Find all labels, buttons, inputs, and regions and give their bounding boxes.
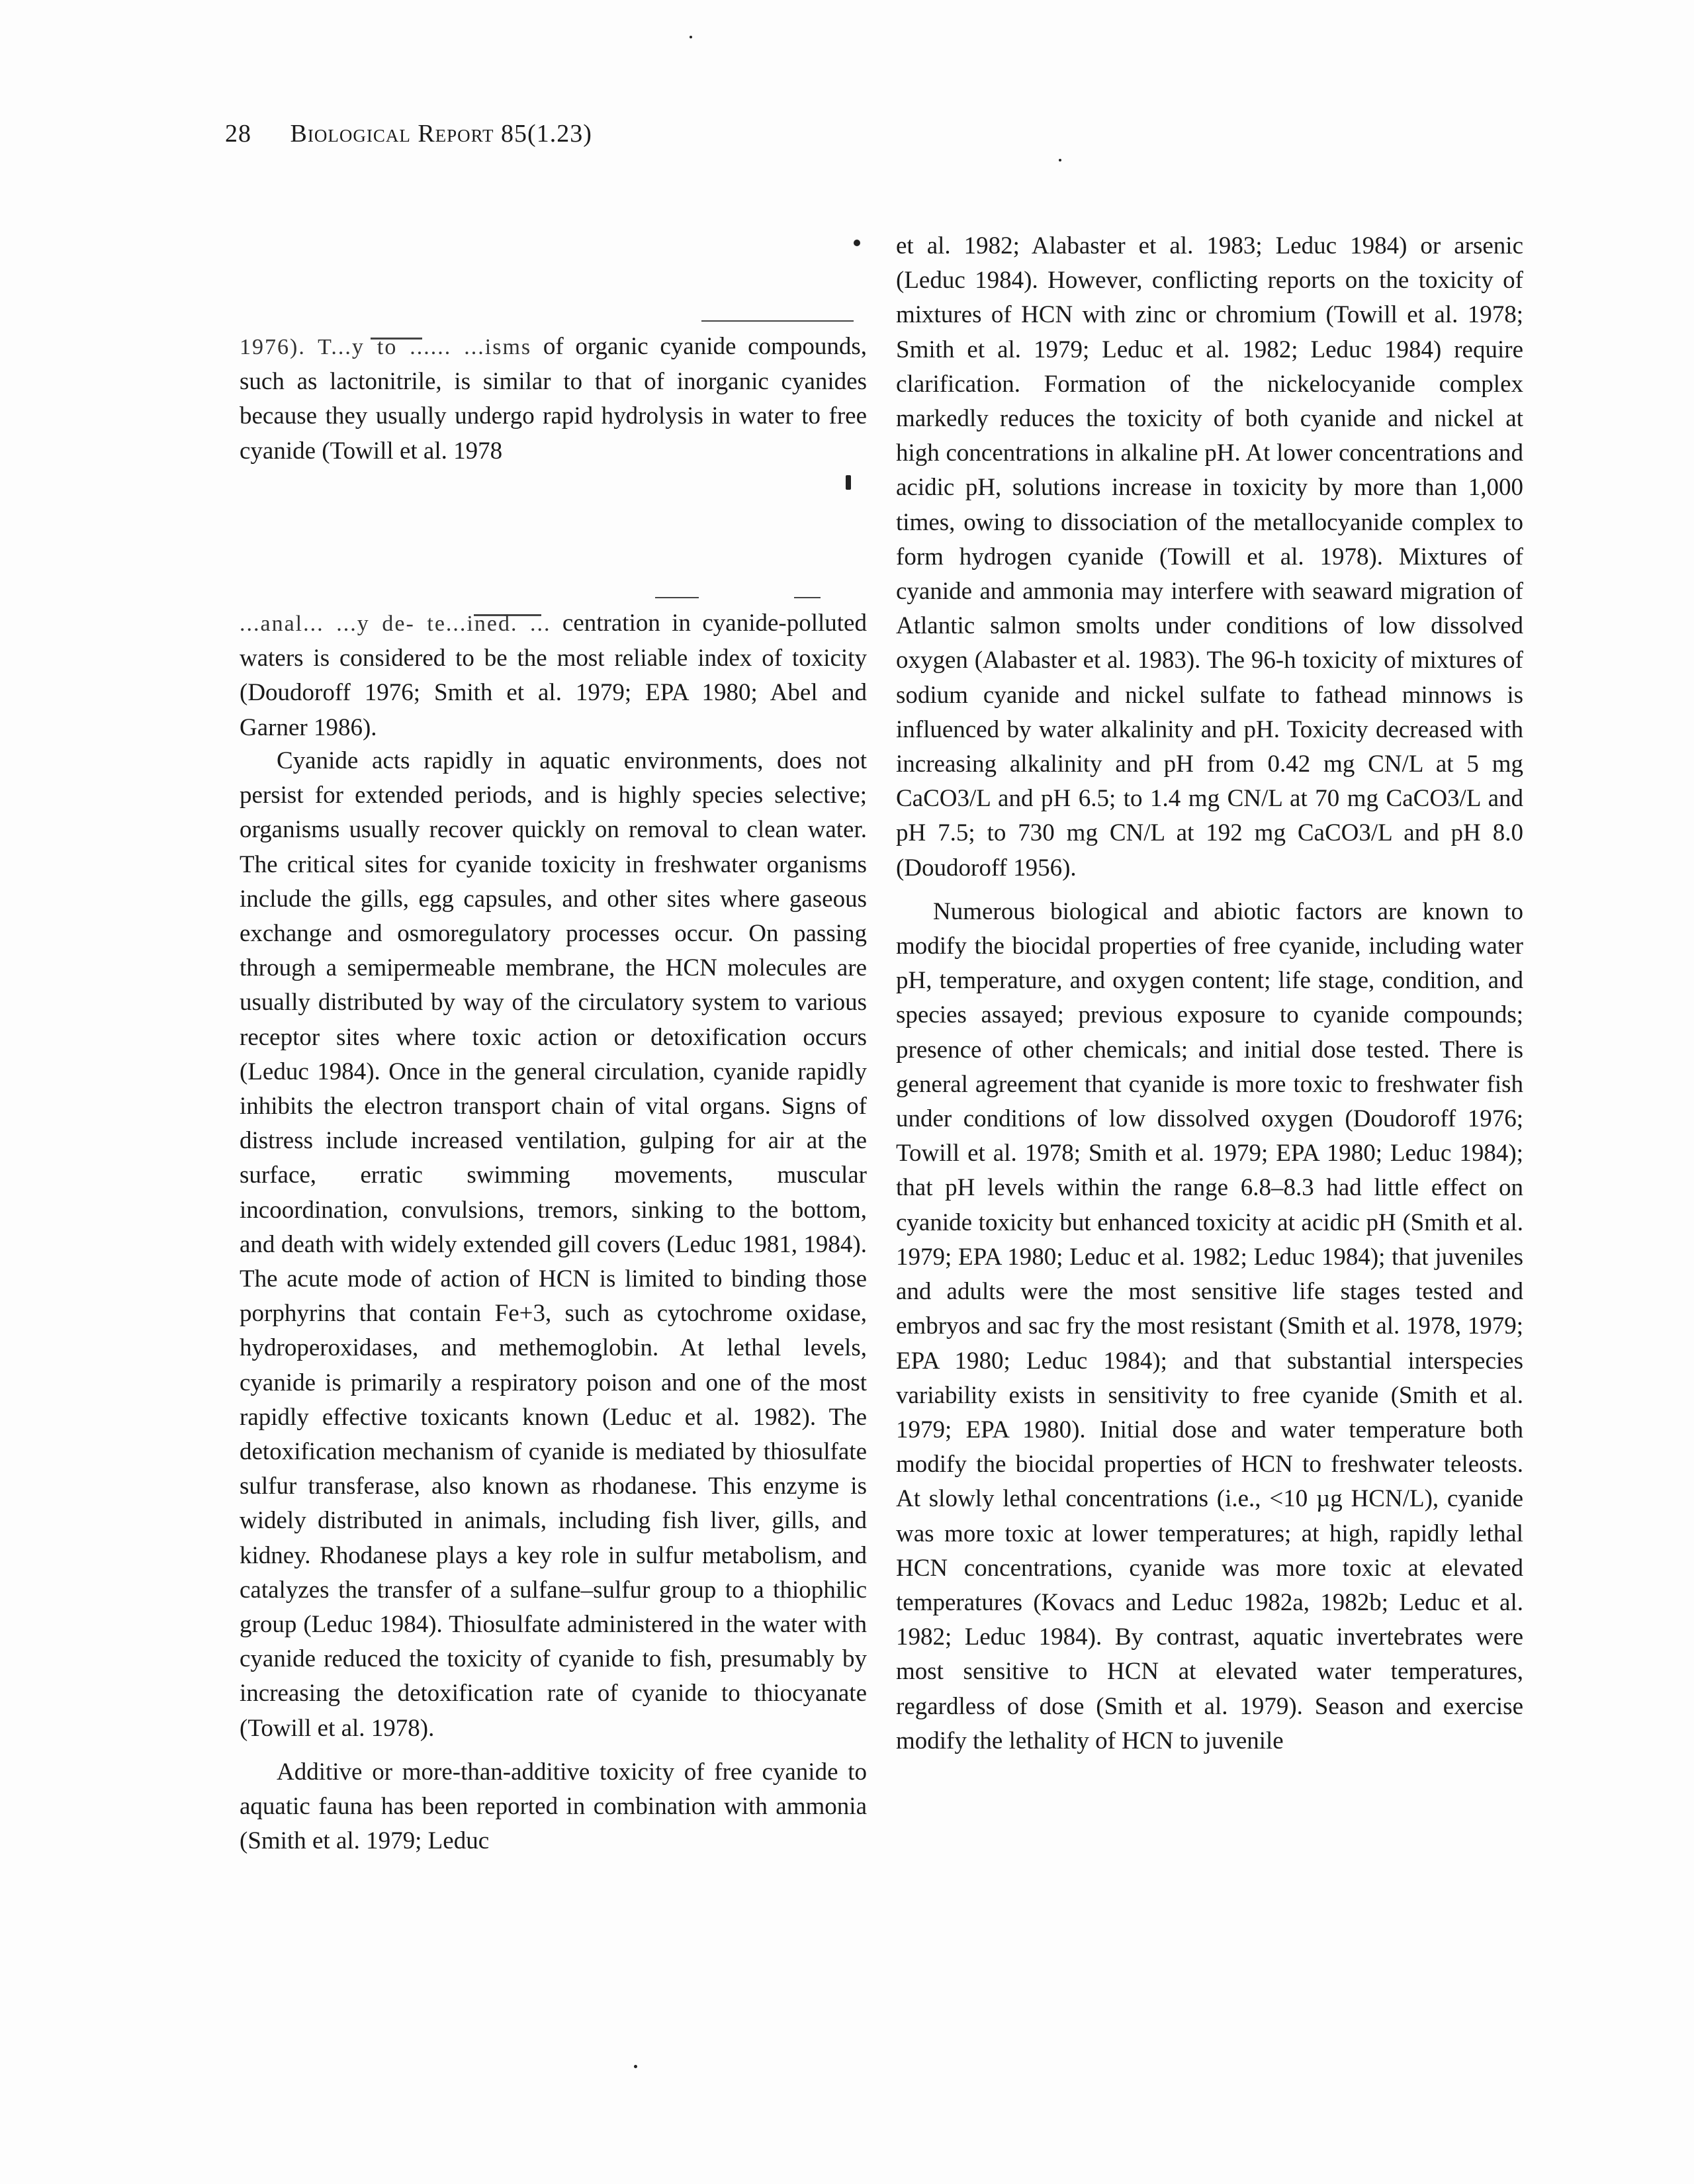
report-title: Biological Report 85(1.23): [290, 120, 592, 148]
paragraph: et al. 1982; Alabaster et al. 1983; Leduc 1984) or arsenic (Leduc 1984). However, conflicting reports on the toxicity of mixtures of HCN with zinc or chromium (Towill et al. 1978; Smith et al. 1979; Leduc et al. 1982; Leduc 1984) require clarification. Formation of the nickelocyanide complex markedly reduces the toxicity of both cyanide and nickel at high concentrations in alkaline pH. At lower concentrations and acidic pH, solutions increase in toxicity by more than 1,000 times, owing to dissociation of the metallocyanide complex to form hydrogen cyanide (Towill et al. 1978). Mixtures of cyanide and ammonia may interfere with seaward migration of Atlantic salmon smolts under conditions of low dissolved oxygen (Alabaster et al. 1983). The 96-h toxicity of mixtures of sodium cyanide and nickel sulfate to fathead minnows is influenced by water alkalinity and pH. Toxicity decreased with increasing alkalinity and pH from 0.42 mg CN/L at 5 mg CaCO3/L and pH 6.5; to 1.4 mg CN/L at 70 mg CaCO3/L and pH 7.5; to 730 mg CN/L at 192 mg CaCO3/L and pH 8.0 (Doudoroff 1956).: [896, 232, 1523, 882]
paragraph: Additive or more-than-additive toxicity of free cyanide to aquatic fauna has been reported in combination with ammonia (Smith et al. 1979; Leduc: [240, 1758, 867, 1855]
paragraph: Cyanide acts rapidly in aquatic environments, does not persist for extended periods, and is highly species selective; organisms usually recover quickly on removal to clean water. The critical sites for cyanide toxicity in freshwater organisms include the gills, egg capsules, and other sites where gaseous exchange and osmoregulatory processes occur. On passing through a semipermeable membrane, the HCN molecules are usually distributed by way of the circulatory system to various receptor sites where toxic action or detoxification occurs (Leduc 1984). Once in the general circulation, cyanide rapidly inhibits the electron transport chain of vital organs. Signs of distress include increased ventilation, gulping for air at the surface, erratic swimming movements, muscular incoordination, convulsions, tremors, sinking to the bottom, and death with widely extended gill covers (Leduc 1981, 1984). The acute mode of action of HCN is limited to binding those porphyrins that contain Fe+3, such as cytochrome oxidase, hydroperoxidases, and methemoglobin. At lethal levels, cyanide is primarily a respiratory poison and one of the most rapidly effective toxicants known (Leduc et al. 1982). The detoxification mechanism of cyanide is mediated by thiosulfate sulfur transferase, also known as rhodanese. This enzyme is widely distributed in animals, including fish liver, gills, and kidney. Rhodanese plays a key role in sulfur metabolism, and catalyzes the transfer of a sulfane–sulfur group to a thiophilic group (Leduc 1984). Thiosulfate administered in the water with cyanide reduced the toxicity of cyanide to fish, presumably by increasing the detoxification rate of cyanide to thiocyanate (Towill et al. 1978).: [240, 747, 867, 1742]
scan-artifact-rule: [655, 597, 699, 598]
scan-artifact-speck: [854, 240, 860, 246]
left-column-body: [240, 744, 867, 1859]
scan-artifact-speck: [1059, 159, 1061, 161]
fragment-text: of organic cyanide compounds, such as lactonitrile, is similar to that of inorganic cyanides because they usually undergo rapid hydrolysis in water to free cyanide (Towill et al. 1978: [240, 333, 867, 465]
damaged-text: ...anal... ...y de- te...ined. ...: [240, 612, 551, 636]
scan-artifact-rule: [701, 320, 854, 322]
left-fragment-1: [240, 330, 867, 469]
page-number: 28: [225, 120, 251, 148]
scan-artifact-speck: [846, 475, 851, 490]
running-head: [225, 119, 592, 148]
left-fragment-2: [240, 606, 867, 745]
scan-artifact-rule: [794, 597, 821, 598]
damaged-text: 1976). T...y to ...... ...isms: [240, 335, 532, 359]
right-column-body: [896, 229, 1523, 1758]
scan-artifact-speck: [634, 2065, 637, 2068]
fragment-text: centration in cyanide-polluted waters is considered to be the most reliable index of toxicity (Doudoroff 1976; Smith et al. 1979; EPA 1980; Abel and Garner 1986).: [240, 610, 867, 741]
paragraph: Numerous biological and abiotic factors are known to modify the biocidal properties of free cyanide, including water pH, temperature, and oxygen content; life stage, condition, and species assayed; previous exposure to cyanide compounds; presence of other chemicals; and initial dose tested. There is general agreement that cyanide is more toxic to freshwater fish under conditions of low dissolved oxygen (Doudoroff 1976; Towill et al. 1978; Smith et al. 1979; EPA 1980; Leduc 1984); that pH levels within the range 6.8–8.3 had little effect on cyanide toxicity but enhanced toxicity at acidic pH (Smith et al. 1979; EPA 1980; Leduc et al. 1982; Leduc 1984); that juveniles and adults were the most sensitive life stages tested and embryos and sac fry the most resistant (Smith et al. 1978, 1979; EPA 1980; Leduc 1984); and that substantial interspecies variability exists in sensitivity to free cyanide (Smith et al. 1979; EPA 1980). Initial dose and water temperature both modify the biocidal properties of HCN to freshwater teleosts. At slowly lethal concentrations (i.e., <10 µg HCN/L), cyanide was more toxic at lower temperatures; at high, rapidly lethal HCN concentrations, cyanide was more toxic at elevated temperatures (Kovacs and Leduc 1982a, 1982b; Leduc et al. 1982; Leduc 1984). By contrast, aquatic invertebrates were most sensitive to HCN at elevated water temperatures, regardless of dose (Smith et al. 1979). Season and exercise modify the lethality of HCN to juvenile: [896, 897, 1523, 1754]
scan-artifact-speck: [690, 36, 692, 38]
